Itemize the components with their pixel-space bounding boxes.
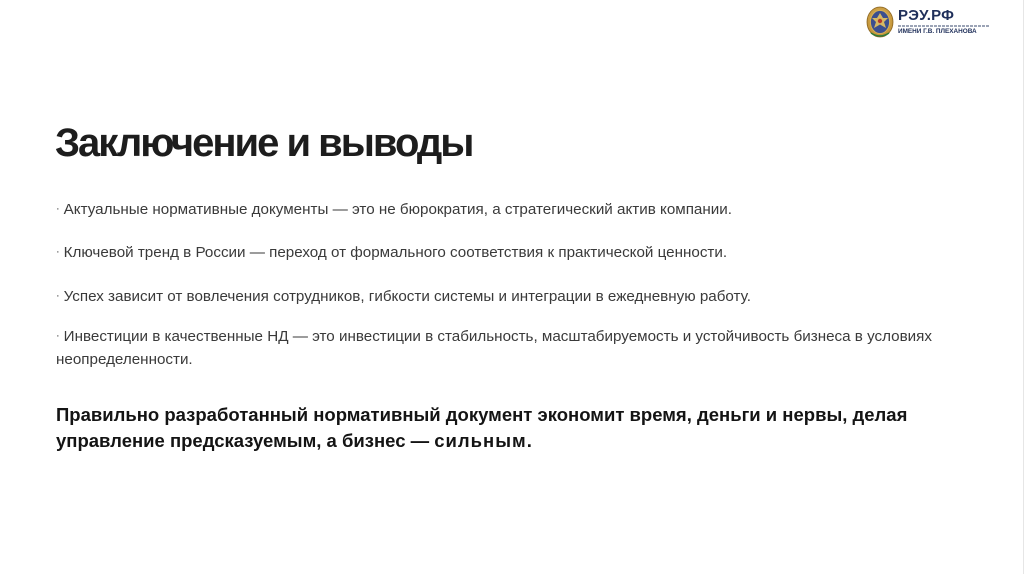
bullet-text: Успех зависит от вовлечения сотрудников, гибкости системы и интеграции в ежедневную работу. [63, 288, 751, 305]
conclusion-statement [56, 402, 986, 454]
bullet-text: Ключевой тренд в России — переход от формального соответствия к практической ценности. [63, 244, 728, 261]
bullet-marker: · [56, 246, 60, 258]
logo-title: РЭУ.РФ [898, 7, 955, 25]
conclusion-accent: сильным. [434, 430, 533, 451]
bullet-item [56, 241, 936, 264]
bullet-marker: · [56, 330, 60, 342]
bullet-item [56, 198, 936, 221]
university-logo[interactable] [866, 5, 990, 39]
bullet-text: Инвестиции в качественные НД — это инвестиции в стабильность, масштабируемость и устойчивость бизнеса в условиях неопределенности. [56, 328, 932, 368]
logo-text [898, 8, 990, 35]
logo-divider [898, 25, 990, 27]
bullet-item [56, 285, 936, 308]
slide-title: Заключение и выводы [55, 121, 473, 165]
conclusion-main: Правильно разработанный нормативный документ экономит время, деньги и нервы, делая управление предсказуемым, а бизнес — [56, 404, 908, 451]
bullet-marker: · [56, 290, 60, 302]
bullet-marker: · [56, 203, 60, 215]
bullet-text: Актуальные нормативные документы — это не бюрократия, а стратегический актив компании. [63, 201, 732, 218]
university-crest-icon [866, 6, 894, 38]
bullet-item [56, 325, 936, 371]
logo-subtitle: ИМЕНИ Г.В. ПЛЕХАНОВА [898, 28, 977, 36]
